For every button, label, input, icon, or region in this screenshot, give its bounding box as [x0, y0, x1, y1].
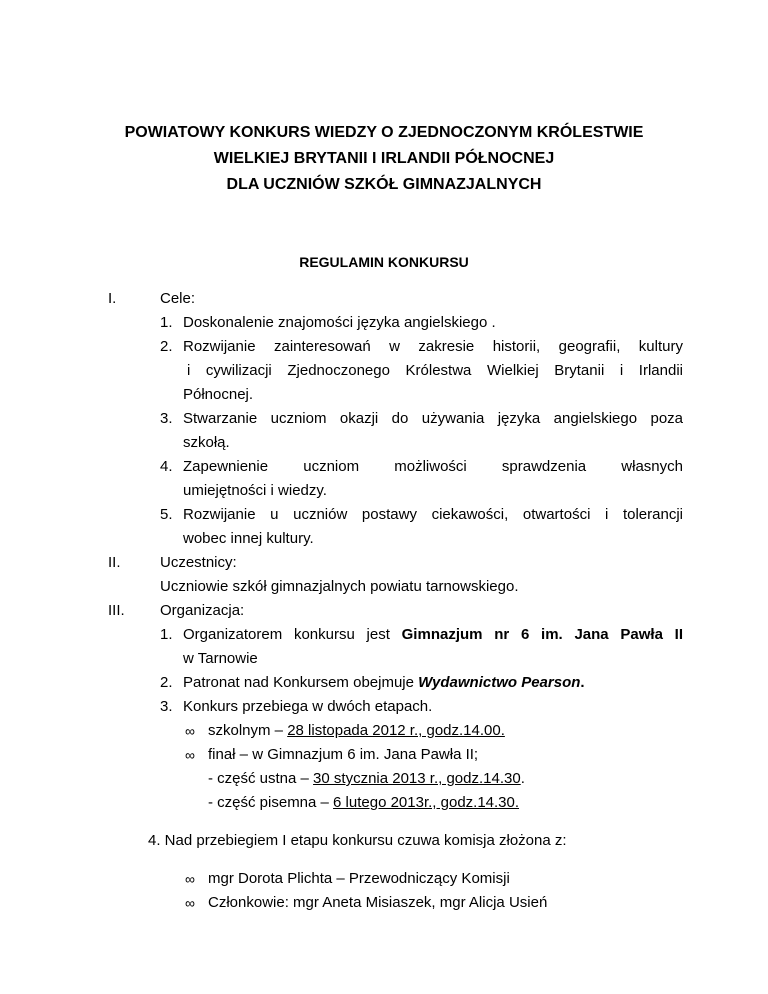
- goal-2-line-3: Północnej.: [183, 386, 254, 403]
- organization-2-number: 2.: [160, 674, 173, 691]
- committee-chair: mgr Dorota Plichta – Przewodniczący Komisji: [208, 870, 510, 887]
- stage-1-date: 28 listopada 2012 r., godz.14.00.: [287, 722, 505, 739]
- organizer-school: Gimnazjum nr 6 im. Jana Pawła II: [401, 626, 683, 643]
- organization-2-line: [183, 673, 585, 693]
- oral-period: .: [520, 770, 525, 787]
- organization-1-number: 1.: [160, 626, 173, 643]
- section-3-heading: Organizacja:: [160, 602, 245, 619]
- written-date: 6 lutego 2013r., godz.14.30.: [333, 794, 520, 811]
- stage-1-line: [208, 721, 505, 741]
- section-3-numeral: III.: [108, 602, 125, 619]
- goal-5-number: 5.: [160, 506, 173, 523]
- goal-5-line-1: Rozwijanie u uczniów postawy ciekawości, otwartości i tolerancji: [183, 506, 683, 523]
- title-line-2: WIELKIEJ BRYTANII I IRLANDII PÓŁNOCNEJ: [213, 150, 555, 167]
- oral-date: 30 stycznia 2013 r., godz.14.30: [313, 770, 521, 787]
- section-2-heading: Uczestnicy:: [160, 554, 237, 571]
- organization-3-line: Konkurs przebiega w dwóch etapach.: [183, 698, 433, 715]
- document-title: [0, 120, 768, 198]
- title-line-1: POWIATOWY KONKURS WIEDZY O ZJEDNOCZONYM KRÓLESTWIE: [124, 124, 644, 141]
- written-label: - część pisemna –: [208, 794, 334, 811]
- oral-label: - część ustna –: [208, 770, 314, 787]
- goal-2-number: 2.: [160, 338, 173, 355]
- goal-2-line-2: i cywilizacji Zjednoczonego Królestwa Wielkiej Brytanii i Irlandii: [187, 362, 683, 379]
- goal-3-number: 3.: [160, 410, 173, 427]
- goal-3-line-1: Stwarzanie uczniom okazji do używania języka angielskiego poza: [183, 410, 683, 427]
- goal-5-line-2: wobec innej kultury.: [183, 530, 314, 547]
- goal-4-line-1: Zapewnienie uczniom możliwości sprawdzenia własnych: [183, 458, 683, 475]
- regulations-heading: REGULAMIN KONKURSU: [299, 254, 469, 270]
- participants-text: Uczniowie szkół gimnazjalnych powiatu tarnowskiego.: [160, 578, 519, 595]
- stage-2-written-line: [208, 793, 519, 813]
- goal-1-number: 1.: [160, 314, 173, 331]
- patron-period: .: [580, 674, 585, 691]
- committee-2-bullet-icon: ∞: [185, 895, 195, 911]
- stage-2-line: finał – w Gimnazjum 6 im. Jana Pawła II;: [208, 746, 479, 763]
- stage-1-label: szkolnym –: [208, 722, 288, 739]
- committee-1-bullet-icon: ∞: [185, 871, 195, 887]
- goal-4-line-2: umiejętności i wiedzy.: [183, 482, 327, 499]
- goal-3-line-2: szkołą.: [183, 434, 230, 451]
- organization-3-number: 3.: [160, 698, 173, 715]
- goal-2-line-1: Rozwijanie zainteresowań w zakresie historii, geografii, kultury: [183, 338, 683, 355]
- organization-1-line-2: w Tarnowie: [183, 650, 258, 667]
- section-2-numeral: II.: [108, 554, 121, 571]
- committee-members: Członkowie: mgr Aneta Misiaszek, mgr Alicja Usień: [208, 894, 548, 911]
- organizer-intro: Organizatorem konkursu jest: [183, 626, 402, 643]
- section-1-numeral: I.: [108, 290, 117, 307]
- organization-1-line-1: [183, 625, 683, 645]
- stage-1-bullet-icon: ∞: [185, 723, 195, 739]
- stage-2-oral-line: [208, 769, 525, 789]
- patron-publisher: Wydawnictwo Pearson: [418, 674, 581, 691]
- patron-intro: Patronat nad Konkursem obejmuje: [183, 674, 419, 691]
- goal-4-number: 4.: [160, 458, 173, 475]
- title-line-3: DLA UCZNIÓW SZKÓŁ GIMNAZJALNYCH: [226, 176, 542, 193]
- stage-2-bullet-icon: ∞: [185, 747, 195, 763]
- committee-intro: 4. Nad przebiegiem I etapu konkursu czuwa komisja złożona z:: [148, 832, 567, 849]
- goal-1-text: Doskonalenie znajomości języka angielskiego .: [183, 314, 496, 331]
- section-1-heading: Cele:: [160, 290, 196, 307]
